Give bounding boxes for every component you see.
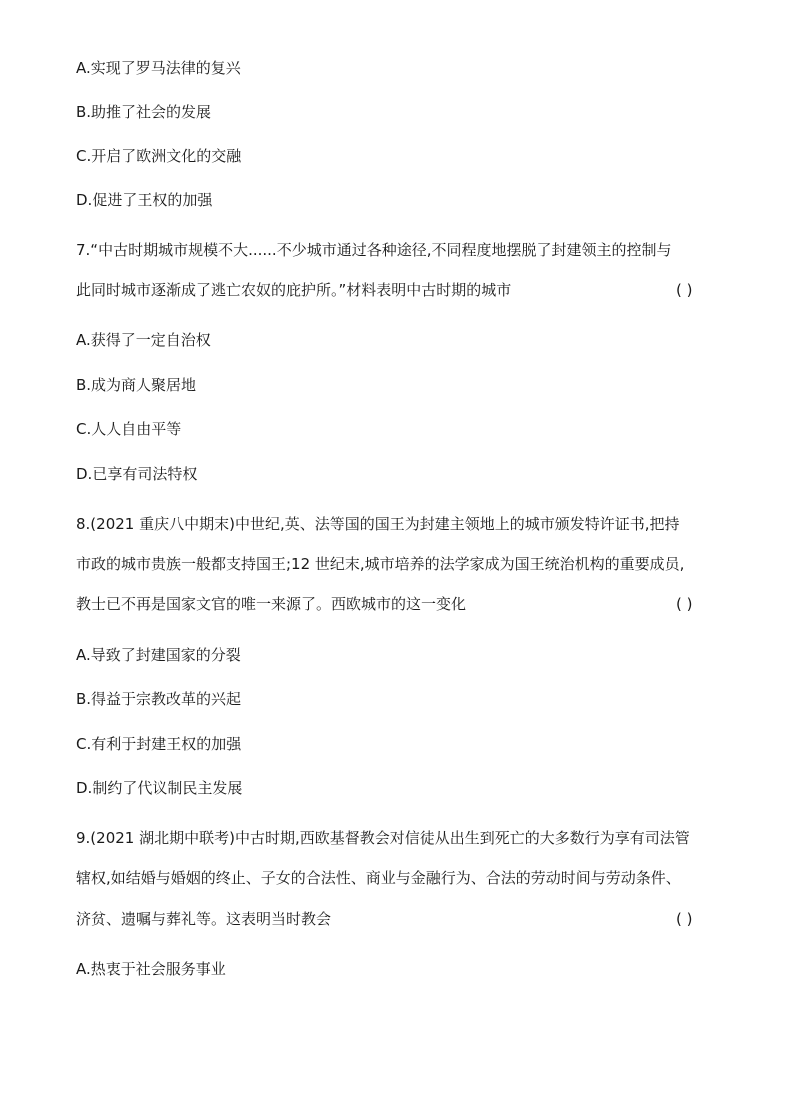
q8-stem-line-2: 市政的城市贵族一般都支持国王;12 世纪末,城市培养的法学家成为国王统治机构的重要成员, xyxy=(76,555,685,573)
q8-stem-line-1: 8.(2021 重庆八中期末)中世纪,英、法等国的国王为封建主领地上的城市颁发特许证书,把持 xyxy=(76,515,680,533)
q9-stem-line-2: 辖权,如结婚与婚姻的终止、子女的合法性、商业与金融行为、合法的劳动时间与劳动条件、 xyxy=(76,869,681,887)
q8-option-b: B.得益于宗教改革的兴起 xyxy=(76,690,242,708)
q7-stem-line-1: 7.“中古时期城市规模不大......不少城市通过各种途径,不同程度地摆脱了封建领主的控制与 xyxy=(76,241,672,259)
q6-option-d: D.促进了王权的加强 xyxy=(76,191,213,209)
q6-option-c: C.开启了欧洲文化的交融 xyxy=(76,147,242,165)
q7-option-a: A.获得了一定自治权 xyxy=(76,331,211,349)
q8-answer-blank: ( ) xyxy=(676,595,693,613)
q7-answer-blank: ( ) xyxy=(676,281,693,299)
q9-option-a: A.热衷于社会服务事业 xyxy=(76,960,226,978)
q9-answer-blank: ( ) xyxy=(676,910,693,928)
q6-option-b: B.助推了社会的发展 xyxy=(76,103,212,121)
q7-option-d: D.已享有司法特权 xyxy=(76,465,198,483)
q7-stem-line-2: 此同时城市逐渐成了逃亡农奴的庇护所。”材料表明中古时期的城市 xyxy=(76,281,512,299)
q8-option-c: C.有利于封建王权的加强 xyxy=(76,735,242,753)
q6-option-a: A.实现了罗马法律的复兴 xyxy=(76,59,241,77)
q7-option-c: C.人人自由平等 xyxy=(76,420,182,438)
q9-stem-line-3: 济贫、遗嘱与葬礼等。这表明当时教会 xyxy=(76,910,332,928)
q9-stem-line-1: 9.(2021 湖北期中联考)中古时期,西欧基督教会对信徒从出生到死亡的大多数行为享有司法管 xyxy=(76,829,690,847)
q8-option-a: A.导致了封建国家的分裂 xyxy=(76,646,241,664)
q8-option-d: D.制约了代议制民主发展 xyxy=(76,779,243,797)
q8-stem-line-3: 教士已不再是国家文官的唯一来源了。西欧城市的这一变化 xyxy=(76,595,467,613)
q7-option-b: B.成为商人聚居地 xyxy=(76,376,197,394)
